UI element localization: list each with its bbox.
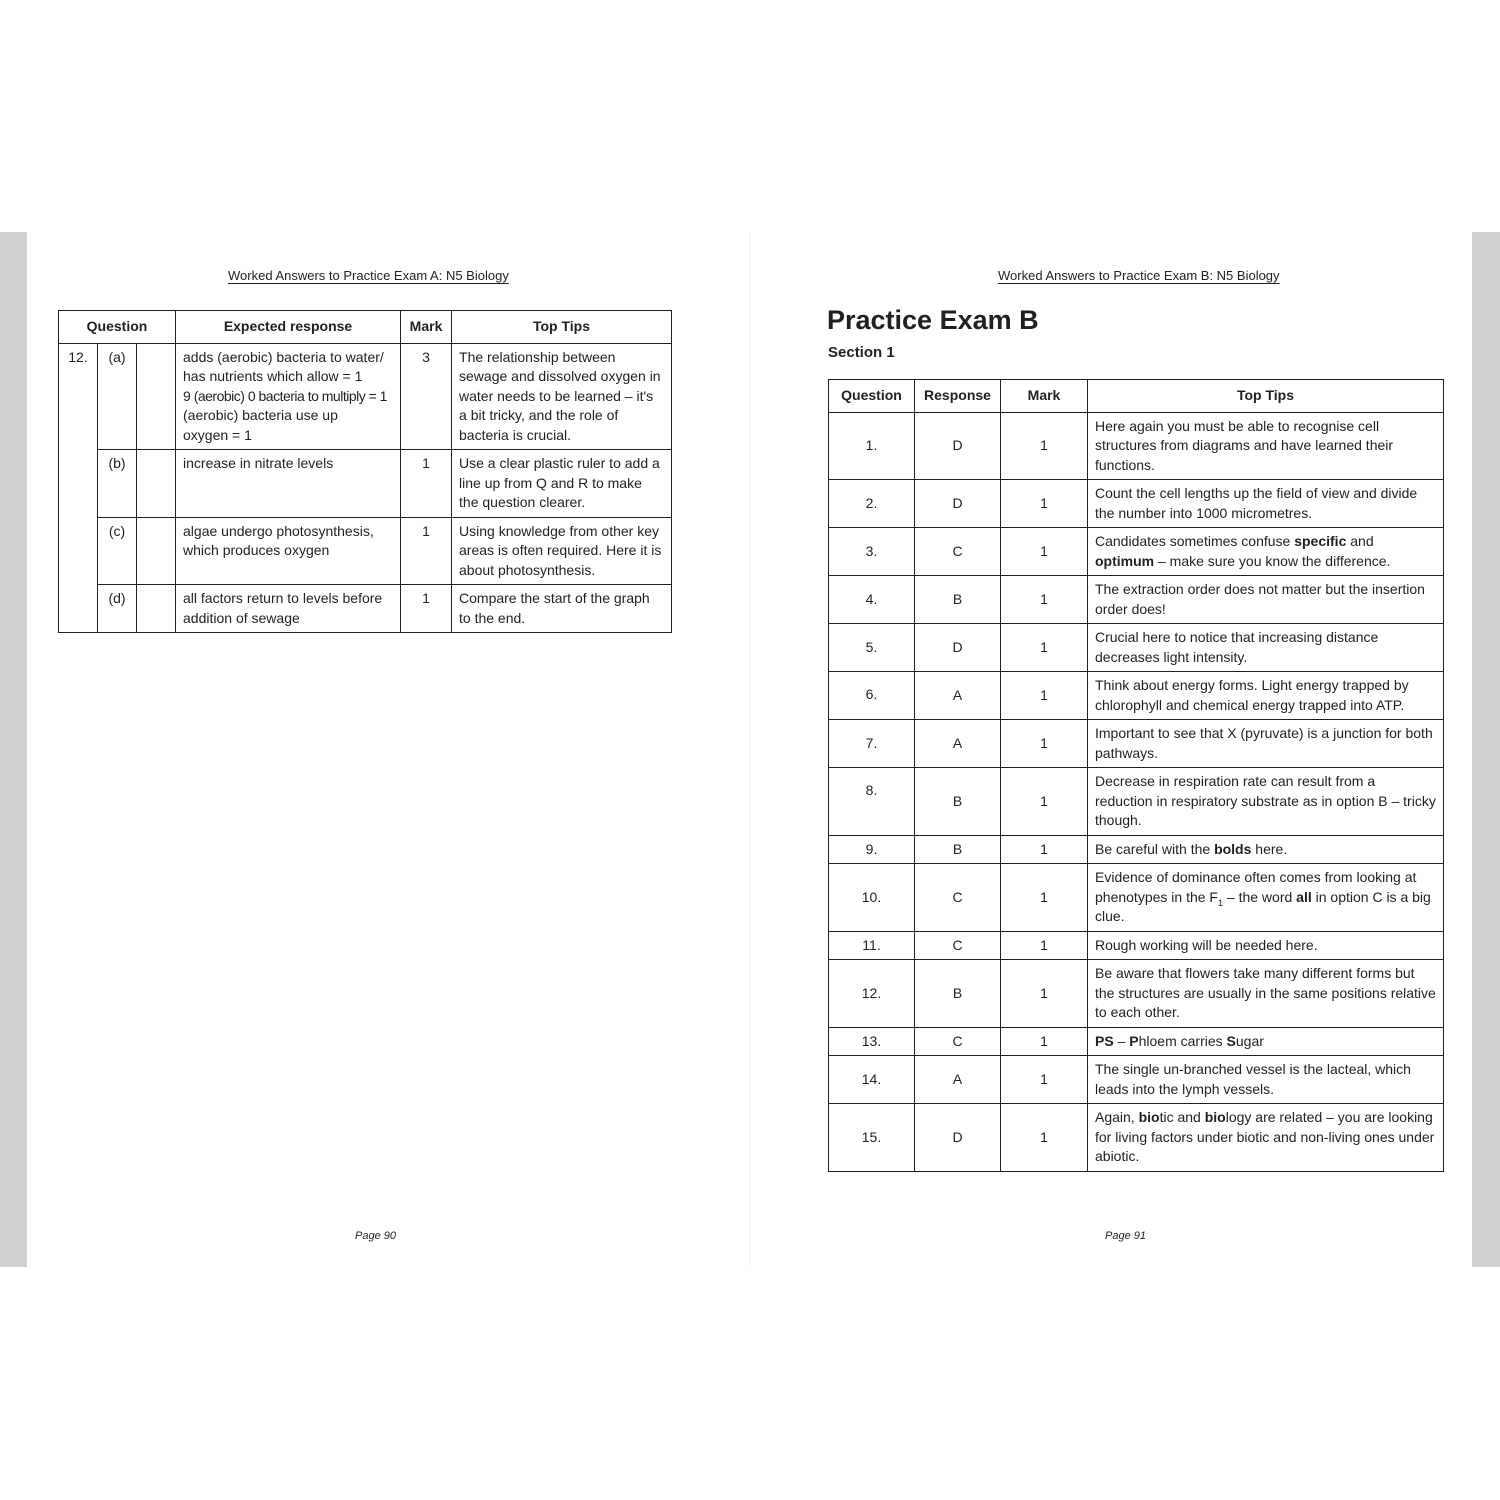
response-line: 9 (aerobic) 0 bacteria to multiply = 1 [183,387,387,404]
mark: 1 [1001,720,1088,768]
column-header: Response [915,380,1001,413]
response-letter: B [915,576,1001,624]
column-header: Mark [401,311,452,344]
question-number: 15. [829,1104,915,1172]
mark: 1 [1001,1056,1088,1104]
response-letter: B [915,768,1001,836]
question-part: (b) [98,450,137,518]
table-row [829,528,1444,576]
question-number: 13. [829,1027,915,1056]
top-tip [1088,412,1444,480]
response-line: adds (aerobic) bacteria to water/ [183,348,384,365]
top-tip [1088,1027,1444,1056]
top-tip [1088,1104,1444,1172]
question-number: 7. [829,720,915,768]
table-row [59,450,672,518]
response-line: increase in nitrate levels [183,455,334,471]
table-row [829,624,1444,672]
bold-text: bolds [1214,840,1252,857]
expected-response [176,450,401,518]
question-number: 4. [829,576,915,624]
question-number: 6. [829,672,915,720]
response-letter: B [915,835,1001,864]
response-letter: A [915,1056,1001,1104]
top-tip [1088,672,1444,720]
response-line: has nutrients which allow = 1 [183,368,363,384]
table-row [59,517,672,585]
tip-text: Important to see that X (pyruvate) is a junction for both pathways. [1095,725,1433,761]
table-row [829,768,1444,836]
subscript: 1 [1217,897,1223,908]
expected-response [176,517,401,585]
tip-text: – the word [1223,888,1297,905]
mark: 1 [1001,528,1088,576]
mark: 1 [1001,960,1088,1028]
bold-text: bio [1138,1109,1160,1125]
top-tip: Using knowledge from other key areas is often required. Here it is about photosynthesis. [452,517,672,585]
mark: 1 [1001,412,1088,480]
response-line: addition of sewage [183,609,300,626]
top-tip [1088,1056,1444,1104]
table-row [829,1056,1444,1104]
question-number: 14. [829,1056,915,1104]
tip-text: The single un-branched vessel is the lacteal, which leads into the lymph vessels. [1095,1061,1411,1097]
response-letter: D [915,1104,1001,1172]
tip-text: Think about energy forms. Light energy trapped by chlorophyll and chemical energy trapped into ATP. [1095,677,1409,713]
table-row [59,343,672,450]
mark: 1 [1001,931,1088,960]
table-row [829,1027,1444,1056]
empty-cell [137,517,176,585]
tip-text: hloem carries [1138,1032,1227,1049]
bold-text: S [1226,1032,1236,1049]
table-row [829,480,1444,528]
question-number: 8. [829,768,915,836]
question-number: 1. [829,412,915,480]
tip-text: Evidence of dominance often comes from looking at phenotypes in the F [1095,869,1417,905]
tip-text: Again, [1095,1109,1139,1125]
mark: 1 [1001,864,1088,932]
bold-text: P [1129,1032,1139,1049]
table-row [829,412,1444,480]
bold-text: PS [1095,1032,1114,1049]
tip-text: Crucial here to notice that increasing distance decreases light intensity. [1095,629,1379,665]
bold-text: all [1296,888,1312,905]
page-number: Page 91 [1105,1230,1146,1242]
response-letter: C [915,1027,1001,1056]
column-header: Question [829,380,915,413]
expected-response [176,585,401,633]
column-header: Mark [1001,380,1088,413]
mark: 1 [1001,835,1088,864]
left-page [27,232,750,1267]
mark: 1 [1001,576,1088,624]
table-row [829,1104,1444,1172]
tip-text: – make sure you know the difference. [1154,552,1391,569]
tip-text: here. [1251,840,1288,857]
mark: 1 [1001,624,1088,672]
response-letter: A [915,720,1001,768]
tip-text: Candidates sometimes confuse [1095,533,1295,549]
tip-text: Decrease in respiration rate can result from a reduction in respiratory substrate as in option B – tricky though. [1095,773,1436,828]
column-header: Question [59,311,176,344]
tip-text: Count the cell lengths up the field of view and divide the number into 1000 micrometres. [1095,485,1418,521]
bold-text: bio [1204,1109,1226,1125]
response-letter: C [915,864,1001,932]
right-page-edge [1472,232,1500,1267]
bold-text: optimum [1095,552,1155,569]
response-line: all factors return to levels before [183,590,383,606]
mark: 1 [401,585,452,633]
response-letter: A [915,672,1001,720]
expected-response [176,343,401,450]
question-number: 11. [829,931,915,960]
response-line: (aerobic) bacteria use up [183,407,338,423]
running-head: Worked Answers to Practice Exam A: N5 Biology [228,268,509,283]
top-tip [1088,835,1444,864]
tip-text: and [1346,533,1374,549]
question-number: 12. [829,960,915,1028]
table-row [829,672,1444,720]
table-header-row [829,380,1444,413]
question-number: 2. [829,480,915,528]
mark: 1 [401,517,452,585]
answers-table-exam-b [828,379,1444,1172]
page-number: Page 90 [355,1230,396,1242]
table-row [829,720,1444,768]
mark: 1 [1001,672,1088,720]
question-number: 12. [59,343,98,633]
response-letter: C [915,931,1001,960]
mark: 1 [1001,1027,1088,1056]
response-letter: B [915,960,1001,1028]
section-heading: Section 1 [828,344,895,361]
top-tip: Use a clear plastic ruler to add a line up from Q and R to make the question clearer. [452,450,672,518]
tip-text: logy are related – you are looking for living factors under biotic and non-living ones under abiotic. [1095,1109,1435,1164]
response-letter: D [915,480,1001,528]
top-tip: The relationship between sewage and dissolved oxygen in water needs to be learned – it's a bit tricky, and the role of bacteria is crucial. [452,343,672,450]
question-number: 3. [829,528,915,576]
table-row [59,585,672,633]
mark: 1 [1001,768,1088,836]
tip-text: Here again you must be able to recognise cell structures from diagrams and have learned their functions. [1095,417,1394,473]
mark: 1 [401,450,452,518]
question-part: (d) [98,585,137,633]
tip-text: Rough working will be needed here. [1095,936,1318,953]
question-part: (c) [98,517,137,585]
column-header: Expected response [176,311,401,344]
mark: 3 [401,343,452,450]
tip-text: The extraction order does not matter but the insertion order does! [1095,581,1425,617]
top-tip [1088,480,1444,528]
page-title: Practice Exam B [827,305,1039,335]
tip-text: tic and [1159,1109,1205,1125]
answers-table-exam-a [58,310,672,633]
top-tip: Compare the start of the graph to the end. [452,585,672,633]
question-number: 9. [829,835,915,864]
table-row [829,931,1444,960]
empty-cell [137,585,176,633]
tip-text: – [1113,1032,1130,1049]
top-tip [1088,931,1444,960]
tip-text: Be careful with the [1095,840,1215,857]
response-line: oxygen = 1 [183,426,252,443]
question-number: 5. [829,624,915,672]
top-tip [1088,528,1444,576]
empty-cell [137,450,176,518]
question-part: (a) [98,343,137,450]
column-header: Top Tips [452,311,672,344]
mark: 1 [1001,480,1088,528]
column-header: Top Tips [1088,380,1444,413]
table-row [829,864,1444,932]
left-page-edge [0,232,27,1267]
response-letter: D [915,624,1001,672]
bold-text: specific [1294,533,1347,549]
right-page [750,232,1472,1267]
table-row [829,576,1444,624]
top-tip [1088,960,1444,1028]
tip-text: in option C is a big clue. [1095,888,1431,924]
table-row [829,835,1444,864]
response-letter: D [915,412,1001,480]
response-line: which produces oxygen [183,542,330,558]
table-row [829,960,1444,1028]
top-tip [1088,768,1444,836]
empty-cell [137,343,176,450]
tip-text: Be aware that flowers take many different forms but the structures are usually in the same positions relative to each other. [1095,965,1436,1020]
mark: 1 [1001,1104,1088,1172]
top-tip [1088,576,1444,624]
tip-text: ugar [1235,1032,1264,1049]
running-head: Worked Answers to Practice Exam B: N5 Biology [998,268,1280,283]
response-line: algae undergo photosynthesis, [183,522,374,539]
response-letter: C [915,528,1001,576]
top-tip [1088,720,1444,768]
question-number: 10. [829,864,915,932]
top-tip [1088,864,1444,932]
top-tip [1088,624,1444,672]
table-header-row [59,311,672,344]
